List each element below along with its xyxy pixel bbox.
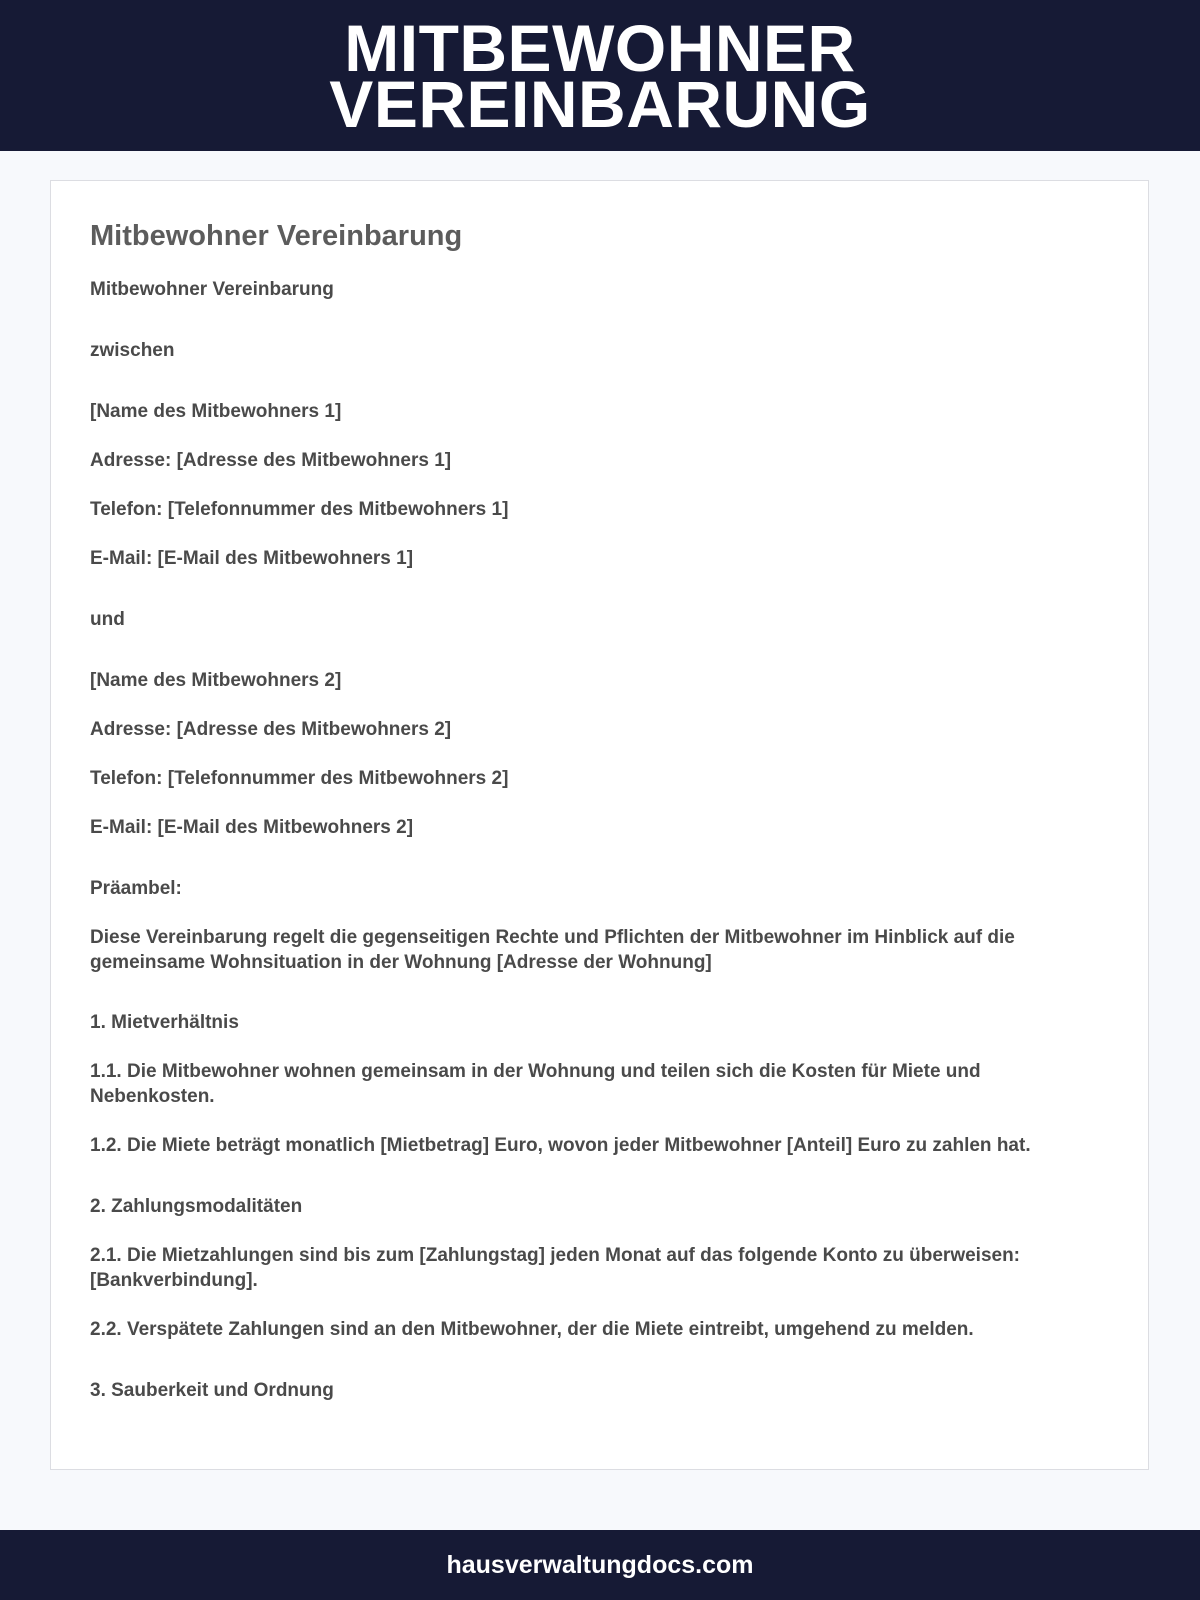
party2-phone: Telefon: [Telefonnummer des Mitbewohners 2] <box>90 768 509 789</box>
preamble-heading: Präambel: <box>90 878 182 899</box>
clause-2-2: 2.2. Verspätete Zahlungen sind an den Mitbewohner, der die Miete eintreibt, umgehend zu melden. <box>90 1319 974 1340</box>
clause-2-1: 2.1. Die Mietzahlungen sind bis zum [Zahlungstag] jeden Monat auf das folgende Konto zu überweisen: [Bankverbindung]. <box>90 1245 1021 1291</box>
section-3-heading: 3. Sauberkeit und Ordnung <box>90 1380 334 1401</box>
document-card <box>50 180 1149 1470</box>
party2-name: [Name des Mitbewohners 2] <box>90 670 342 691</box>
page-header <box>0 0 1200 151</box>
header-title-line-1: MITBEWOHNER <box>344 10 856 85</box>
preamble-text: Diese Vereinbarung regelt die gegenseitigen Rechte und Pflichten der Mitbewohner im Hinblick auf die gemeinsame Wohnsituation in der Wohnung [Adresse der Wohnung] <box>90 927 1015 973</box>
page-footer <box>0 1530 1200 1600</box>
section-2-heading: 2. Zahlungsmodalitäten <box>90 1196 303 1217</box>
paragraph-und: und <box>90 609 125 630</box>
party2-email: E-Mail: [E-Mail des Mitbewohners 2] <box>90 817 414 838</box>
party1-phone: Telefon: [Telefonnummer des Mitbewohners 1] <box>90 499 509 520</box>
paragraph-zwischen: zwischen <box>90 340 175 361</box>
party1-name: [Name des Mitbewohners 1] <box>90 401 342 422</box>
clause-1-2: 1.2. Die Miete beträgt monatlich [Mietbetrag] Euro, wovon jeder Mitbewohner [Anteil] Euro zu zahlen hat. <box>90 1135 1031 1156</box>
clause-1-1: 1.1. Die Mitbewohner wohnen gemeinsam in der Wohnung und teilen sich die Kosten für Miete und Nebenkosten. <box>90 1061 981 1107</box>
document-title: Mitbewohner Vereinbarung <box>90 220 463 252</box>
party2-address: Adresse: [Adresse des Mitbewohners 2] <box>90 719 452 740</box>
header-title-line-2: VEREINBARUNG <box>329 66 871 141</box>
party1-address: Adresse: [Adresse des Mitbewohners 1] <box>90 450 452 471</box>
section-1-heading: 1. Mietverhältnis <box>90 1012 239 1033</box>
footer-site-link[interactable]: hausverwaltungdocs.com <box>446 1550 754 1579</box>
paragraph-heading: Mitbewohner Vereinbarung <box>90 279 334 300</box>
party1-email: E-Mail: [E-Mail des Mitbewohners 1] <box>90 548 414 569</box>
